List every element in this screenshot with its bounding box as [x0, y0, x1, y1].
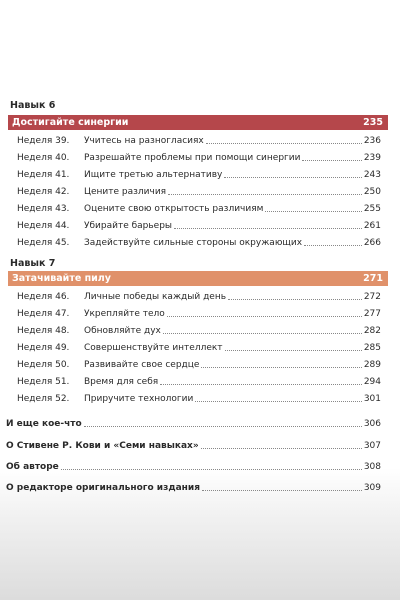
page-number: 239: [363, 153, 381, 163]
chapter-title: Цените различия: [84, 187, 167, 197]
leader-dots: [195, 401, 361, 402]
leader-dots: [304, 245, 362, 246]
page-number: 243: [363, 170, 381, 180]
week-number: Неделя 49.: [17, 343, 70, 353]
page-number: 272: [363, 292, 381, 302]
chapter-title: Оцените свою открытость различиям: [84, 204, 264, 214]
page-number: 261: [363, 221, 381, 231]
section-title: О Стивене Р. Кови и «Семи навыках»: [6, 441, 199, 451]
chapter-title: Развивайте свое сердце: [84, 360, 200, 370]
toc-row: [17, 325, 381, 337]
week-number: Неделя 43.: [17, 204, 70, 214]
week-number: Неделя 51.: [17, 377, 70, 387]
leader-dots: [201, 367, 361, 368]
page-number: 294: [363, 377, 381, 387]
toc-row: [17, 152, 381, 164]
page-number: 282: [363, 326, 381, 336]
toc-row: [17, 220, 381, 232]
leader-dots: [201, 448, 362, 449]
toc-row: [17, 393, 381, 405]
leader-dots: [84, 426, 362, 427]
section-title: О редакторе оригинального издания: [6, 483, 200, 493]
page-number: 309: [363, 483, 381, 493]
toc-misc-row: [6, 461, 381, 473]
page-number: 285: [363, 343, 381, 353]
toc-row: [17, 186, 381, 198]
page-number: 307: [363, 441, 381, 451]
page-number: 255: [363, 204, 381, 214]
toc-row: [17, 291, 381, 303]
leader-dots: [168, 194, 362, 195]
section-title: Об авторе: [6, 462, 59, 472]
skill7-title: Затачивайте пилу: [12, 273, 111, 284]
week-number: Неделя 47.: [17, 309, 70, 319]
week-number: Неделя 44.: [17, 221, 70, 231]
page-number: 250: [363, 187, 381, 197]
toc-misc-row: [6, 482, 381, 494]
leader-dots: [224, 177, 361, 178]
toc-row: [17, 237, 381, 249]
toc-row: [17, 342, 381, 354]
leader-dots: [202, 490, 362, 491]
chapter-title: Время для себя: [84, 377, 159, 387]
skill6-page: 235: [363, 117, 383, 128]
week-number: Неделя 40.: [17, 153, 70, 163]
chapter-title: Обновляйте дух: [84, 326, 161, 336]
chapter-title: Ищите третью альтернативу: [84, 170, 223, 180]
page-number: 306: [363, 419, 381, 429]
chapter-title: Убирайте барьеры: [84, 221, 173, 231]
skill7-label: Навык 7: [10, 258, 56, 269]
chapter-title: Разрешайте проблемы при помощи синергии: [84, 153, 301, 163]
week-number: Неделя 48.: [17, 326, 70, 336]
skill6-header-bar: [8, 115, 388, 130]
week-number: Неделя 50.: [17, 360, 70, 370]
week-number: Неделя 41.: [17, 170, 70, 180]
week-number: Неделя 46.: [17, 292, 70, 302]
toc-row: [17, 308, 381, 320]
skill6-title: Достигайте синергии: [12, 117, 129, 128]
chapter-title: Приручите технологии: [84, 394, 194, 404]
skill7-page: 271: [363, 273, 383, 284]
week-number: Неделя 52.: [17, 394, 70, 404]
skill6-label: Навык 6: [10, 100, 56, 111]
chapter-title: Укрепляйте тело: [84, 309, 165, 319]
leader-dots: [225, 350, 362, 351]
leader-dots: [160, 384, 362, 385]
page-number: 277: [363, 309, 381, 319]
page-number: 236: [363, 136, 381, 146]
leader-dots: [206, 143, 362, 144]
page-number: 301: [363, 394, 381, 404]
leader-dots: [265, 211, 361, 212]
toc-row: [17, 376, 381, 388]
toc-row: [17, 359, 381, 371]
page-number: 266: [363, 238, 381, 248]
toc-misc-row: [6, 418, 381, 430]
leader-dots: [174, 228, 362, 229]
chapter-title: Личные победы каждый день: [84, 292, 227, 302]
chapter-title: Задействуйте сильные стороны окружающих: [84, 238, 303, 248]
toc-row: [17, 169, 381, 181]
page-number: 308: [363, 462, 381, 472]
leader-dots: [163, 333, 362, 334]
week-number: Неделя 39.: [17, 136, 70, 146]
toc-row: [17, 203, 381, 215]
skill7-header-bar: [8, 271, 388, 286]
leader-dots: [61, 469, 362, 470]
week-number: Неделя 42.: [17, 187, 70, 197]
leader-dots: [167, 316, 362, 317]
chapter-title: Совершенствуйте интеллект: [84, 343, 223, 353]
week-number: Неделя 45.: [17, 238, 70, 248]
leader-dots: [228, 299, 362, 300]
toc-misc-row: [6, 440, 381, 452]
toc-row: [17, 135, 381, 147]
page-number: 289: [363, 360, 381, 370]
chapter-title: Учитесь на разногласиях: [84, 136, 204, 146]
section-title: И еще кое-что: [6, 419, 82, 429]
leader-dots: [302, 160, 361, 161]
